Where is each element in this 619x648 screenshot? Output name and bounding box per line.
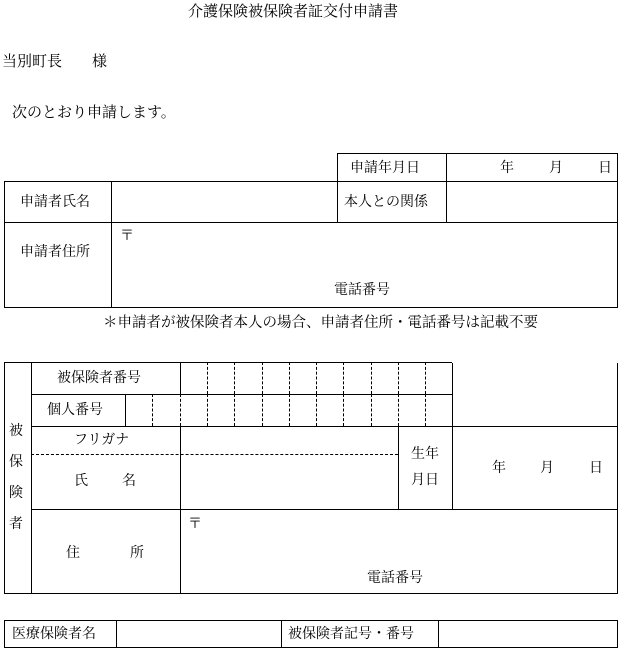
- applicant-phone-label: 電話番号: [334, 282, 390, 298]
- insured-address-label-2: 所: [130, 545, 144, 561]
- insured-number-label: 被保険者番号: [57, 370, 141, 386]
- birth-label-2: 月日: [411, 472, 439, 488]
- birth-year: 年: [492, 460, 506, 476]
- insured-table: [4, 362, 618, 594]
- intro-text: 次のとおり申請します。: [12, 103, 176, 121]
- application-date-month: 月: [549, 160, 563, 176]
- furigana-label: フリガナ: [74, 432, 130, 448]
- medical-insured-id-label: 被保険者記号・番号: [288, 626, 414, 642]
- applicant-address-label: 申請者住所: [20, 244, 90, 260]
- addressee: 当別町長 様: [2, 52, 108, 70]
- application-date-day: 日: [598, 160, 612, 176]
- application-date-label: 申請年月日: [350, 160, 420, 176]
- insured-phone-label: 電話番号: [367, 570, 423, 586]
- insured-name-label-2: 名: [122, 473, 136, 489]
- applicant-note: ＊申請者が被保険者本人の場合、申請者住所・電話番号は記載不要: [103, 315, 538, 331]
- insured-side-label: 被 保 険 者: [9, 423, 23, 532]
- insured-name-label-1: 氏: [74, 473, 88, 489]
- applicant-table: [4, 181, 618, 308]
- birth-day: 日: [589, 460, 603, 476]
- applicant-postal-mark: 〒: [120, 228, 134, 244]
- application-date-year: 年: [500, 160, 514, 176]
- insured-postal-mark: 〒: [188, 516, 202, 532]
- insured-address-label-1: 住: [66, 545, 80, 561]
- personal-number-label: 個人番号: [47, 402, 103, 418]
- relation-label: 本人との関係: [344, 194, 428, 210]
- medical-insurer-label: 医療保険者名: [12, 626, 96, 642]
- birth-label-1: 生年: [411, 446, 439, 462]
- birth-month: 月: [540, 460, 554, 476]
- applicant-name-label: 申請者氏名: [20, 194, 90, 210]
- form-title: 介護保険被保険者証交付申請書: [188, 2, 399, 20]
